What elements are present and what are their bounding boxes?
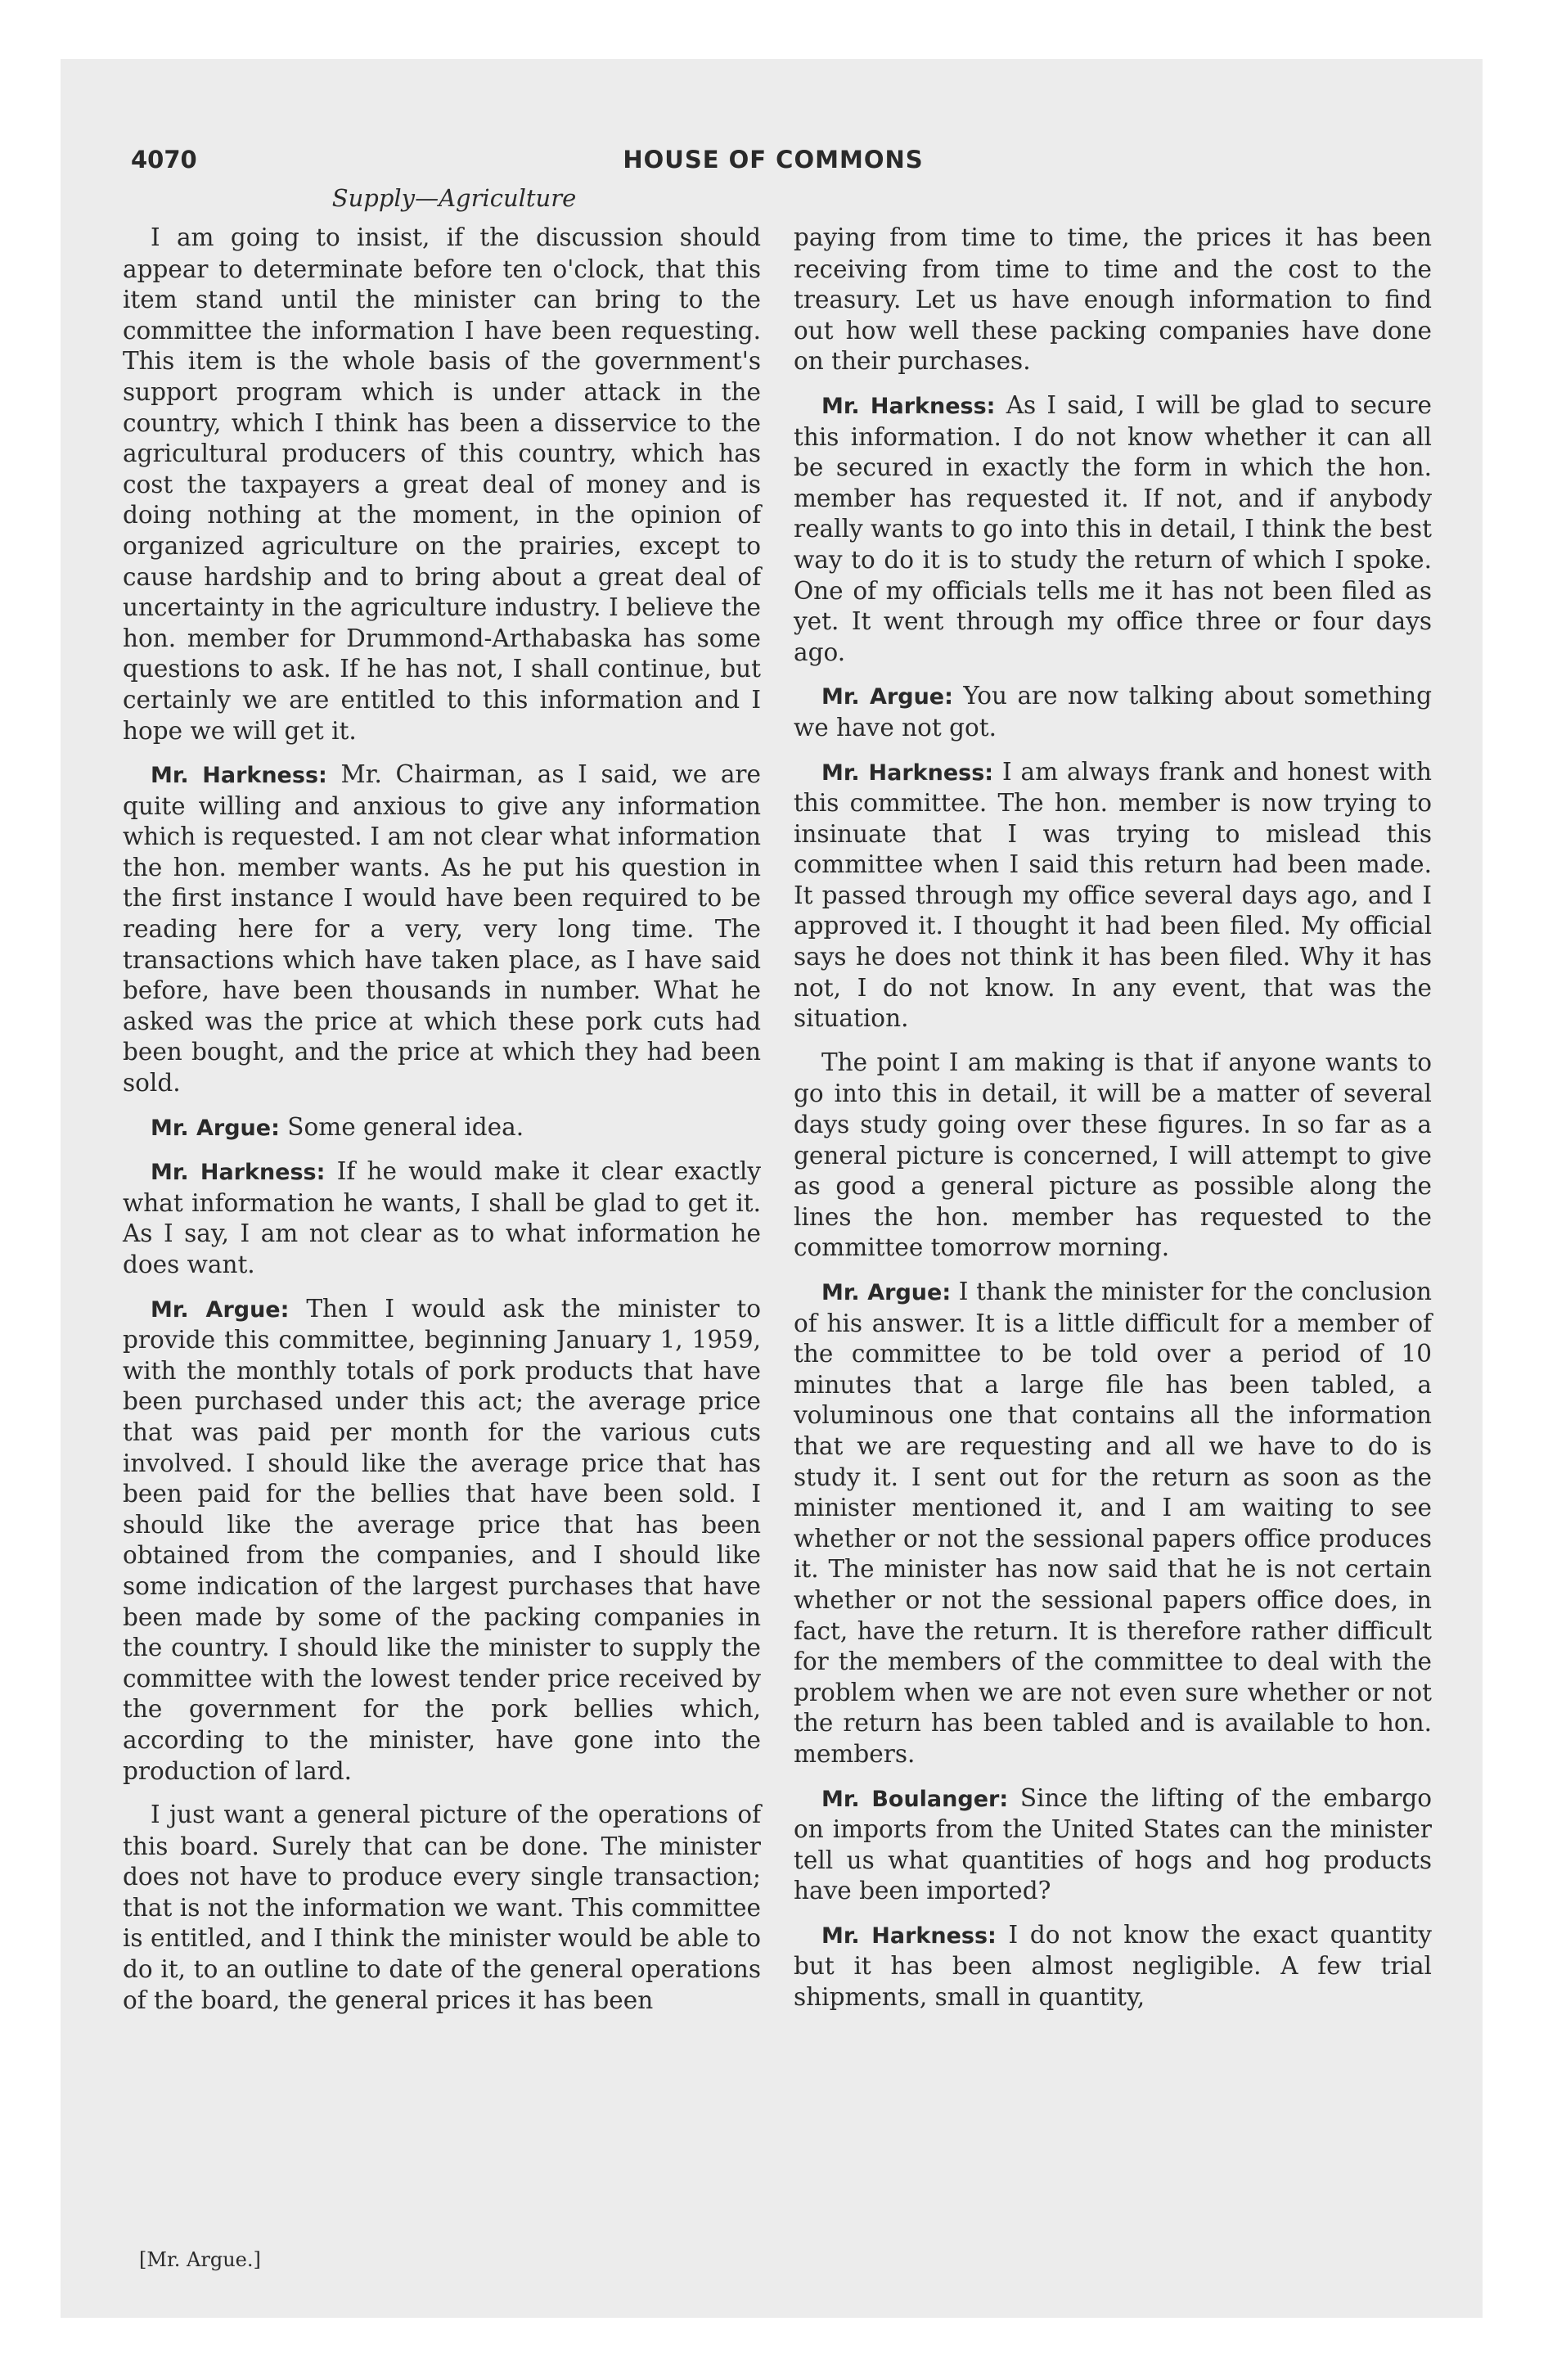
paragraph-text: Mr. Chairman, as I said, we are quite willing and anxious to give any information which is requested. I am not clear what information the hon. member wants. As he put his question in the first instance I would have been required to be reading here for a very, very long time. The transactions which have taken place, as I have said before, have been thousands in number. What he asked was the price at which these pork cuts had been bought, and the price at which they had been sold. <box>123 760 761 1098</box>
paragraph <box>123 223 761 746</box>
speaker-name: Mr. Argue: <box>151 1296 290 1323</box>
speaker-name: Mr. Argue: <box>151 1115 280 1141</box>
paragraph <box>123 1156 761 1280</box>
page-number: 4070 <box>131 146 197 174</box>
footer-signature: [Mr. Argue.] <box>139 2248 261 2271</box>
paragraph <box>794 757 1432 1034</box>
paragraph <box>794 223 1432 377</box>
paragraph <box>794 1277 1432 1770</box>
running-head-title: HOUSE OF COMMONS <box>623 146 924 174</box>
paragraph <box>794 1783 1432 1907</box>
speaker-name: Mr. Harkness: <box>821 760 994 786</box>
paragraph <box>123 1294 761 1787</box>
speaker-name: Mr. Argue: <box>821 1280 952 1305</box>
paragraph-text: paying from time to time, the prices it has been receiving from time to time and the cost to the treasury. Let us have enough information to find out how well these packing companies have done on their purchases. <box>794 223 1432 376</box>
speaker-name: Mr. Argue: <box>821 684 953 710</box>
paragraph-text: I am going to insist, if the discussion should appear to determinate before ten o'clock, that this item stand until the minister can bring to the committee the information I have been requesting. This item is the whole basis of the government's support program which is under attack in the country, which I think has been a disservice to the agricultural producers of this country, which has cost the taxpayers a great deal of money and is doing nothing at the moment, in the opinion of organized agriculture on the prairies, except to cause hardship and to bring about a great deal of uncertainty in the agriculture industry. I believe the hon. member for Drummond-Arthabaska has some questions to ask. If he has not, I shall continue, but certainly we are entitled to this information and I hope we will get it. <box>123 223 761 745</box>
paragraph-text: Then I would ask the minister to provide this committee, beginning January 1, 1959, with the monthly totals of pork products that have been purchased under this act; the average price that was paid per month for the various cuts involved. I should like the average price that has been paid for the bellies that have been sold. I should like the average price that has been obtained from the companies, and I should like some indication of the largest purchases that have been made by some of the packing companies in the country. I should like the minister to supply the committee with the lowest tender price received by the government for the pork bellies which, according to the minister, have gone into the production of lard. <box>123 1294 761 1785</box>
paragraph-text: Some general idea. <box>287 1112 524 1141</box>
section-title: Supply—Agriculture <box>331 184 577 212</box>
paragraph-text: The point I am making is that if anyone wants to go into this in detail, it will be a matter of several days study going over these figures. In so far as a general picture is concerned, I will attempt to give as good a general picture as possible along the lines the hon. member has requested to the committee tomorrow morning. <box>794 1048 1432 1262</box>
paragraph-text: I just want a general picture of the operations of this board. Surely that can be done. The minister does not have to produce every single transaction; that is not the information we want. This committee is entitled, and I think the minister would be able to do it, to an outline to date of the general operations of the board, the general prices it has been <box>123 1801 761 2014</box>
paragraph-text: I thank the minister for the conclusion of his answer. It is a little difficult for a member of the committee to be told over a period of 10 minutes that a large file has been tabled, a voluminous one that contains all the information that we are requesting and all we have to do is study it. I sent out for the return as soon as the minister mentioned it, and I am waiting to see whether or not the sessional papers office produces it. The minister has now said that he is not certain whether or not the sessional papers office does, in fact, have the return. It is therefore rather difficult for the members of the committee to deal with the problem when we are not even sure whether or not the return has been tabled and is available to hon. members. <box>794 1278 1432 1768</box>
paragraph-text: I am always frank and honest with this committee. The hon. member is now trying to insinuate that I was trying to mislead this committee when I said this return had been made. It passed through my office several days ago, and I approved it. I thought it had been filed. My official says he does not think it has been filed. Why it has not, I do not know. In any event, that was the situation. <box>794 757 1432 1033</box>
page-header <box>131 146 1415 183</box>
paragraph <box>123 1800 761 2016</box>
speaker-name: Mr. Boulanger: <box>821 1786 1009 1812</box>
paragraph <box>794 681 1432 743</box>
paragraph <box>123 760 761 1099</box>
paragraph <box>794 1920 1432 2013</box>
paragraph <box>794 390 1432 668</box>
speaker-name: Mr. Harkness: <box>821 1922 997 1949</box>
paragraph-text: I do not know the exact quantity but it has been almost negligible. A few trial shipments, small in quantity, <box>794 1920 1432 2012</box>
paragraph-text: You are now talking about something we have not got. <box>794 682 1432 741</box>
speaker-name: Mr. Harkness: <box>821 393 996 419</box>
paragraph-text: If he would make it clear exactly what information he wants, I shall be glad to get it. As I say, I am not clear as to what information he does want. <box>123 1157 761 1278</box>
paragraph <box>794 1048 1432 1264</box>
speaker-name: Mr. Harkness: <box>151 763 327 789</box>
paragraph <box>123 1112 761 1144</box>
paragraph-text: As I said, I will be glad to secure this information. I do not know whether it can all be secured in exactly the form in which the hon. member has requested it. If not, and if anybody really wants to go into this in detail, I think the best way to do it is to study the return of which I spoke. One of my officials tells me it has not been filed as yet. It went through my office three or four days ago. <box>794 390 1432 666</box>
speaker-name: Mr. Harkness: <box>151 1160 326 1186</box>
right-column <box>794 223 1432 2026</box>
paragraph-text: Since the lifting of the embargo on imports from the United States can the minister tell us what quantities of hogs and hog products have been imported? <box>794 1783 1432 1905</box>
left-column <box>123 223 761 2029</box>
